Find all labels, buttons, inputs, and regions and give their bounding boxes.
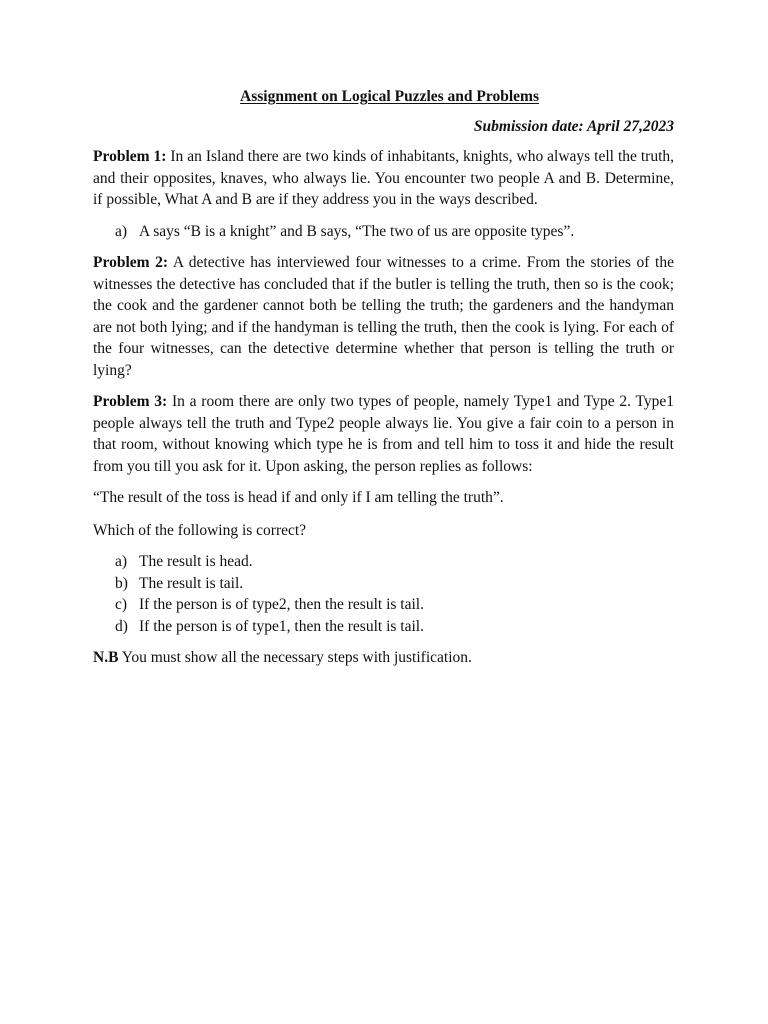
note-label: N.B (93, 649, 119, 666)
problem-1 (93, 146, 674, 211)
problem-3-text: In a room there are only two types of people, namely Type1 and Type 2. Type1 people always tell the truth and Type2 people always lie. You give a fair coin to a person in that room, without knowing which type he is from and tell him to toss it and hide the result from you till you ask for it. Upon asking, the person replies as follows: (93, 393, 674, 475)
option-letter: d) (115, 617, 128, 635)
option-letter: a) (115, 553, 128, 570)
problem-3 (93, 391, 674, 477)
submission-date: Submission date: April 27,2023 (473, 117, 674, 135)
problem-2 (93, 252, 674, 381)
option-text: If the person is of type1, then the result is tail. (139, 617, 424, 635)
problem-2-text: A detective has interviewed four witnesses to a crime. From the stories of the witnesses the detective has concluded that if the butler is telling the truth, then so is the cook; the cook and the gardener cannot both be telling the truth; the gardeners and the handyman are not both lying; and if the handyman is telling the truth, then the cook is lying. For each of the four witnesses, can the detective determine whether that person is telling the truth or lying? (93, 254, 674, 379)
problem-3-question: Which of the following is correct? (93, 521, 307, 539)
problem-3-option-c (93, 594, 674, 616)
option-text: The result is head. (139, 553, 253, 570)
problem-3-label: Problem 3: (93, 393, 168, 410)
problem-3-option-a (93, 551, 674, 573)
option-letter: b) (115, 574, 128, 592)
note-text: You must show all the necessary steps with justification. (118, 649, 472, 666)
problem-3-option-b (93, 573, 674, 595)
option-text: The result is tail. (139, 574, 244, 592)
problem-1-options (93, 221, 674, 243)
problem-2-label: Problem 2: (93, 254, 169, 271)
problem-1-option-a (93, 221, 674, 243)
problem-3-options (93, 551, 674, 637)
option-text: If the person is of type2, then the result is tail. (139, 596, 424, 613)
option-text: A says “B is a knight” and B says, “The two of us are opposite types”. (139, 222, 575, 240)
problem-1-text: In an Island there are two kinds of inhabitants, knights, who always tell the truth, and their opposites, knaves, who always lie. You encounter two people A and B. Determine, if possible, What A and B are if they address you in the ways described. (93, 148, 674, 208)
option-letter: a) (115, 222, 128, 240)
problem-3-quote: “The result of the toss is head if and only if I am telling the truth”. (93, 489, 504, 506)
problem-3-option-d (93, 616, 674, 638)
document-title: Assignment on Logical Puzzles and Problems (240, 88, 539, 105)
option-letter: c) (115, 596, 128, 613)
note (93, 647, 674, 669)
problem-1-label: Problem 1: (93, 148, 167, 165)
